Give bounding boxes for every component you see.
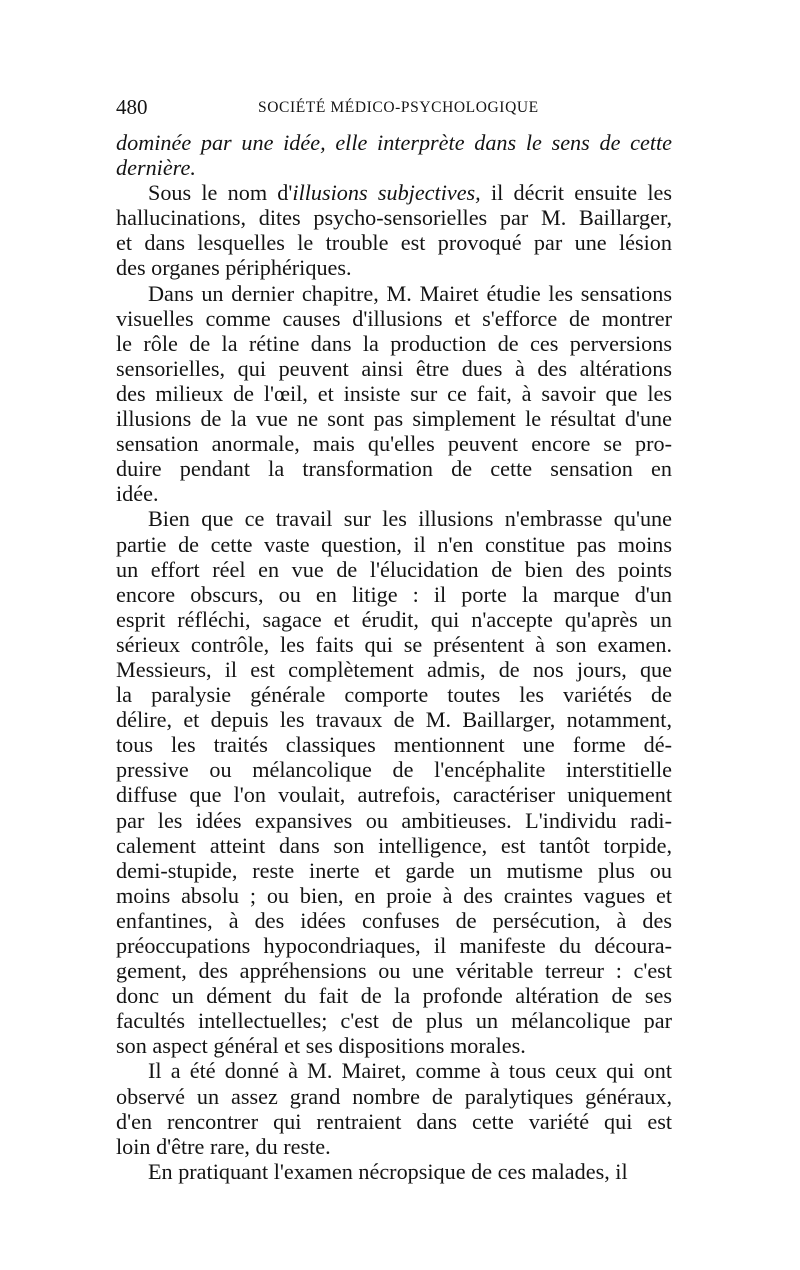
text-segment: partie de cette vaste question, il n'en constitue pas moins [116, 531, 672, 557]
text-line [116, 557, 672, 582]
text-segment: par les idées expansives ou ambitieuses. L'individu radi- [116, 807, 672, 833]
text-segment: encore obscurs, ou en litige : il porte la marque d'un [116, 581, 672, 607]
text-line [116, 406, 672, 431]
text-segment: Sous le nom d' [148, 180, 293, 206]
text-line [116, 130, 672, 155]
text-segment: un effort réel en vue de l'élucidation de bien des points [116, 556, 672, 582]
text-line [116, 1033, 672, 1058]
text-line [116, 833, 672, 858]
text-segment: et dans lesquelles le trouble est provoqué par une lésion [116, 230, 672, 256]
text-line [116, 582, 672, 607]
text-segment: hallucinations, dites psycho-sensorielles par M. Baillarger, [116, 205, 672, 231]
text-segment: loin d'être rare, du reste. [116, 1133, 331, 1159]
text-segment: donc un dément du fait de la profonde altération de ses [116, 983, 672, 1009]
text-segment: Dans un dernier chapitre, M. Mairet étudie les sensations [148, 280, 672, 306]
text-segment: le rôle de la rétine dans la production de ces perversions [116, 330, 672, 356]
text-segment: duire pendant la transformation de cette sensation en [116, 456, 672, 482]
text-line [116, 230, 672, 255]
text-line [116, 933, 672, 958]
text-segment: tous les traités classiques mentionnent une forme dé- [116, 732, 672, 758]
text-segment: il décrit ensuite les [480, 180, 672, 206]
text-line [116, 707, 672, 732]
text-line [116, 607, 672, 632]
text-segment: illusions de la vue ne sont pas simplement le résultat d'une [116, 406, 672, 432]
text-segment: sensorielles, qui peuvent ainsi être dues à des altérations [116, 355, 672, 381]
text-line [116, 431, 672, 456]
text-segment: idée. [116, 481, 159, 507]
text-line [116, 1159, 672, 1184]
text-segment: En pratiquant l'examen nécropsique de ces malades, il [148, 1158, 628, 1184]
text-line [116, 456, 672, 481]
text-segment: observé un assez grand nombre de paralytiques généraux, [116, 1083, 672, 1109]
text-segment: pressive ou mélancolique de l'encéphalite interstitielle [116, 757, 672, 783]
text-line [116, 356, 672, 381]
text-line [116, 180, 672, 205]
text-line [116, 205, 672, 230]
text-line [116, 532, 672, 557]
text-segment: Messieurs, il est complètement admis, de nos jours, que [116, 656, 672, 682]
text-line [116, 858, 672, 883]
text-line [116, 682, 672, 707]
italic-text: illusions subjectives, [292, 180, 481, 206]
page-number: 480 [116, 95, 148, 119]
text-line [116, 782, 672, 807]
text-segment: d'en rencontrer qui rentraient dans cette variété qui est [116, 1108, 672, 1134]
text-segment: calement atteint dans son intelligence, est tantôt torpide, [116, 832, 672, 858]
italic-text: dernière. [116, 155, 196, 181]
text-line [116, 281, 672, 306]
text-segment: visuelles comme causes d'illusions et s'efforce de montrer [116, 305, 672, 331]
body-text [116, 130, 672, 1184]
italic-text: dominée par une idée, elle interprète dans le sens de cette [116, 130, 672, 155]
text-line [116, 1109, 672, 1134]
text-segment: diffuse que l'on voulait, autrefois, caractériser uniquement [116, 782, 672, 808]
text-line [116, 481, 672, 506]
text-line [116, 732, 672, 757]
text-line [116, 632, 672, 657]
text-line [116, 1134, 672, 1159]
text-segment: Il a été donné à M. Mairet, comme à tous ceux qui ont [148, 1058, 672, 1084]
text-line [116, 1008, 672, 1033]
text-line [116, 908, 672, 933]
text-line [116, 1058, 672, 1083]
text-segment: des organes périphériques. [116, 255, 352, 281]
text-segment: sérieux contrôle, les faits qui se présentent à son examen. [116, 631, 672, 657]
text-line [116, 983, 672, 1008]
text-line [116, 306, 672, 331]
text-segment: Bien que ce travail sur les illusions n'embrasse qu'une [148, 506, 672, 532]
text-segment: gement, des appréhensions ou une véritable terreur : c'est [116, 958, 672, 984]
text-line [116, 958, 672, 983]
text-line [116, 331, 672, 356]
text-segment: des milieux de l'œil, et insiste sur ce fait, à savoir que les [116, 380, 672, 406]
text-line [116, 255, 672, 280]
text-line [116, 808, 672, 833]
text-segment: demi-stupide, reste inerte et garde un mutisme plus ou [116, 857, 672, 883]
page-header [116, 95, 672, 119]
text-segment: son aspect général et ses dispositions morales. [116, 1033, 526, 1059]
text-line [116, 657, 672, 682]
text-line [116, 506, 672, 531]
text-line [116, 155, 672, 180]
text-segment: moins absolu ; ou bien, en proie à des craintes vagues et [116, 882, 672, 908]
text-segment: enfantines, à des idées confuses de persécution, à des [116, 907, 672, 933]
text-segment: la paralysie générale comporte toutes les variétés de [116, 682, 672, 708]
text-segment: sensation anormale, mais qu'elles peuvent encore se pro- [116, 431, 672, 457]
text-segment: esprit réfléchi, sagace et érudit, qui n'accepte qu'après un [116, 606, 672, 632]
text-line [116, 757, 672, 782]
text-segment: délire, et depuis les travaux de M. Baillarger, notamment, [116, 707, 672, 733]
running-head: SOCIÉTÉ MÉDICO-PSYCHOLOGIQUE [258, 99, 539, 116]
text-line [116, 381, 672, 406]
text-segment: facultés intellectuelles; c'est de plus un mélancolique par [116, 1008, 672, 1034]
text-line [116, 883, 672, 908]
text-line [116, 1084, 672, 1109]
text-segment: préoccupations hypocondriaques, il manifeste du découra- [116, 933, 672, 958]
